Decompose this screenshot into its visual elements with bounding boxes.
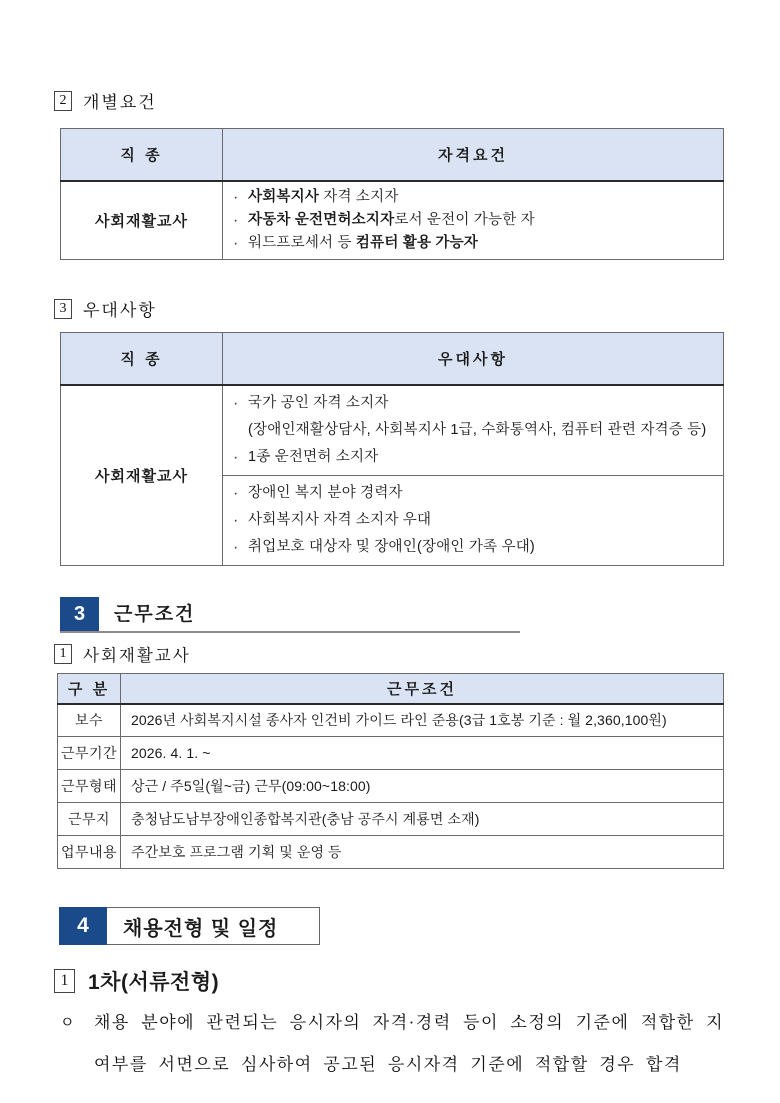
list-item: · 워드프로세서 등 컴퓨터 활용 가능자 <box>233 232 717 255</box>
section-work-conditions-title: 근무조건 <box>114 604 196 625</box>
sub-heading-job <box>54 642 191 666</box>
circle-bullet: ㅇ <box>60 1015 75 1031</box>
list-item: · 자동차 운전면허소지자로서 운전이 가능한 자 <box>233 209 717 232</box>
job-type-cell: 사회재활교사 <box>61 181 223 260</box>
job-type-cell: 사회재활교사 <box>61 385 223 566</box>
sub-heading-job-label: 사회재활교사 <box>83 646 191 665</box>
list-item: · 취업보호 대상자 및 장애인(장애인 가족 우대) <box>233 534 717 561</box>
section-work-conditions-bar <box>60 597 520 633</box>
boxed-number-2: 2 <box>54 91 72 111</box>
stage1-description <box>60 1002 724 1086</box>
row-value-type: 상근 / 주5일(월~금) 근무(09:00~18:00) <box>121 770 724 803</box>
table-row <box>58 770 724 803</box>
row-value-place: 충청남도남부장애인종합복지관(충남 공주시 계룡면 소재) <box>121 803 724 836</box>
boxed-number-1: 1 <box>54 969 75 993</box>
bullet-dot: · <box>233 511 239 529</box>
boxed-number-3: 3 <box>54 299 72 319</box>
work-conditions-table <box>57 673 724 869</box>
bullet-dot: · <box>233 188 239 206</box>
col-header-category: 구 분 <box>58 674 121 704</box>
table-row <box>61 181 724 260</box>
section-preference-title: 우대사항 <box>83 301 157 320</box>
bullet-dot: · <box>233 234 239 252</box>
col-header-work-conditions: 근무조건 <box>121 674 724 704</box>
col-header-job-type: 직 종 <box>61 129 223 181</box>
list-item: · 1종 운전면허 소지자 <box>233 444 717 471</box>
preference-group-b <box>223 475 724 565</box>
table-header-row <box>61 129 724 181</box>
row-label-duty: 업무내용 <box>58 836 121 869</box>
list-item-continuation: (장애인재활상담사, 사회복지사 1급, 수화통역사, 컴퓨터 관련 자격증 등) <box>248 421 707 438</box>
row-label-period: 근무기간 <box>58 737 121 770</box>
section-individual-requirements-heading <box>54 88 157 113</box>
bullet-dot: · <box>233 394 239 412</box>
table-row <box>61 385 724 476</box>
table-header-row <box>61 333 724 385</box>
row-label-pay: 보수 <box>58 704 121 737</box>
paragraph-line-1: 채용 분야에 관련되는 응시자의 자격·경력 등이 소정의 기준에 적합한 지 <box>94 1013 724 1032</box>
row-label-place: 근무지 <box>58 803 121 836</box>
table-row <box>58 836 724 869</box>
preference-table <box>60 332 724 566</box>
list-item: · 사회복지사 자격 소지자 <box>233 186 717 209</box>
row-value-period: 2026. 4. 1. ~ <box>121 737 724 770</box>
table-header-row <box>58 674 724 704</box>
list-item: · 국가 공인 자격 소지자 <box>233 390 717 417</box>
bullet-dot: · <box>233 448 239 466</box>
stage1-heading <box>54 966 219 996</box>
list-item: · 장애인 복지 분야 경력자 <box>233 480 717 507</box>
stage1-title: 1차(서류전형) <box>88 971 220 994</box>
row-label-type: 근무형태 <box>58 770 121 803</box>
bullet-dot: · <box>233 484 239 502</box>
col-header-job-type: 직 종 <box>61 333 223 385</box>
table-row <box>58 704 724 737</box>
table-row <box>58 737 724 770</box>
individual-requirements-table <box>60 128 724 260</box>
section-individual-title: 개별요건 <box>83 93 157 112</box>
preference-group-a <box>223 385 724 476</box>
col-header-preference: 우대사항 <box>223 333 724 385</box>
section-recruitment-schedule-title: 채용전형 및 일정 <box>107 907 320 945</box>
section-recruitment-schedule-bar <box>59 907 320 945</box>
bullet-dot: · <box>233 211 239 229</box>
section-preference-heading <box>54 296 157 321</box>
section-number-4-badge: 4 <box>59 907 107 945</box>
bullet-dot: · <box>233 538 239 556</box>
section-number-3-badge: 3 <box>60 597 99 631</box>
qualification-cell <box>223 181 724 260</box>
row-value-pay: 2026년 사회복지시설 종사자 인건비 가이드 라인 준용(3급 1호봉 기준 : 월 2,360,100원) <box>121 704 724 737</box>
list-item: · 사회복지사 자격 소지자 우대 <box>233 507 717 534</box>
boxed-number-1: 1 <box>54 644 72 664</box>
row-value-duty: 주간보호 프로그램 기획 및 운영 등 <box>121 836 724 869</box>
paragraph-line-2: 여부를 서면으로 심사하여 공고된 응시자격 기준에 적합할 경우 합격 <box>94 1055 682 1074</box>
col-header-qualification: 자격요건 <box>223 129 724 181</box>
table-row <box>58 803 724 836</box>
